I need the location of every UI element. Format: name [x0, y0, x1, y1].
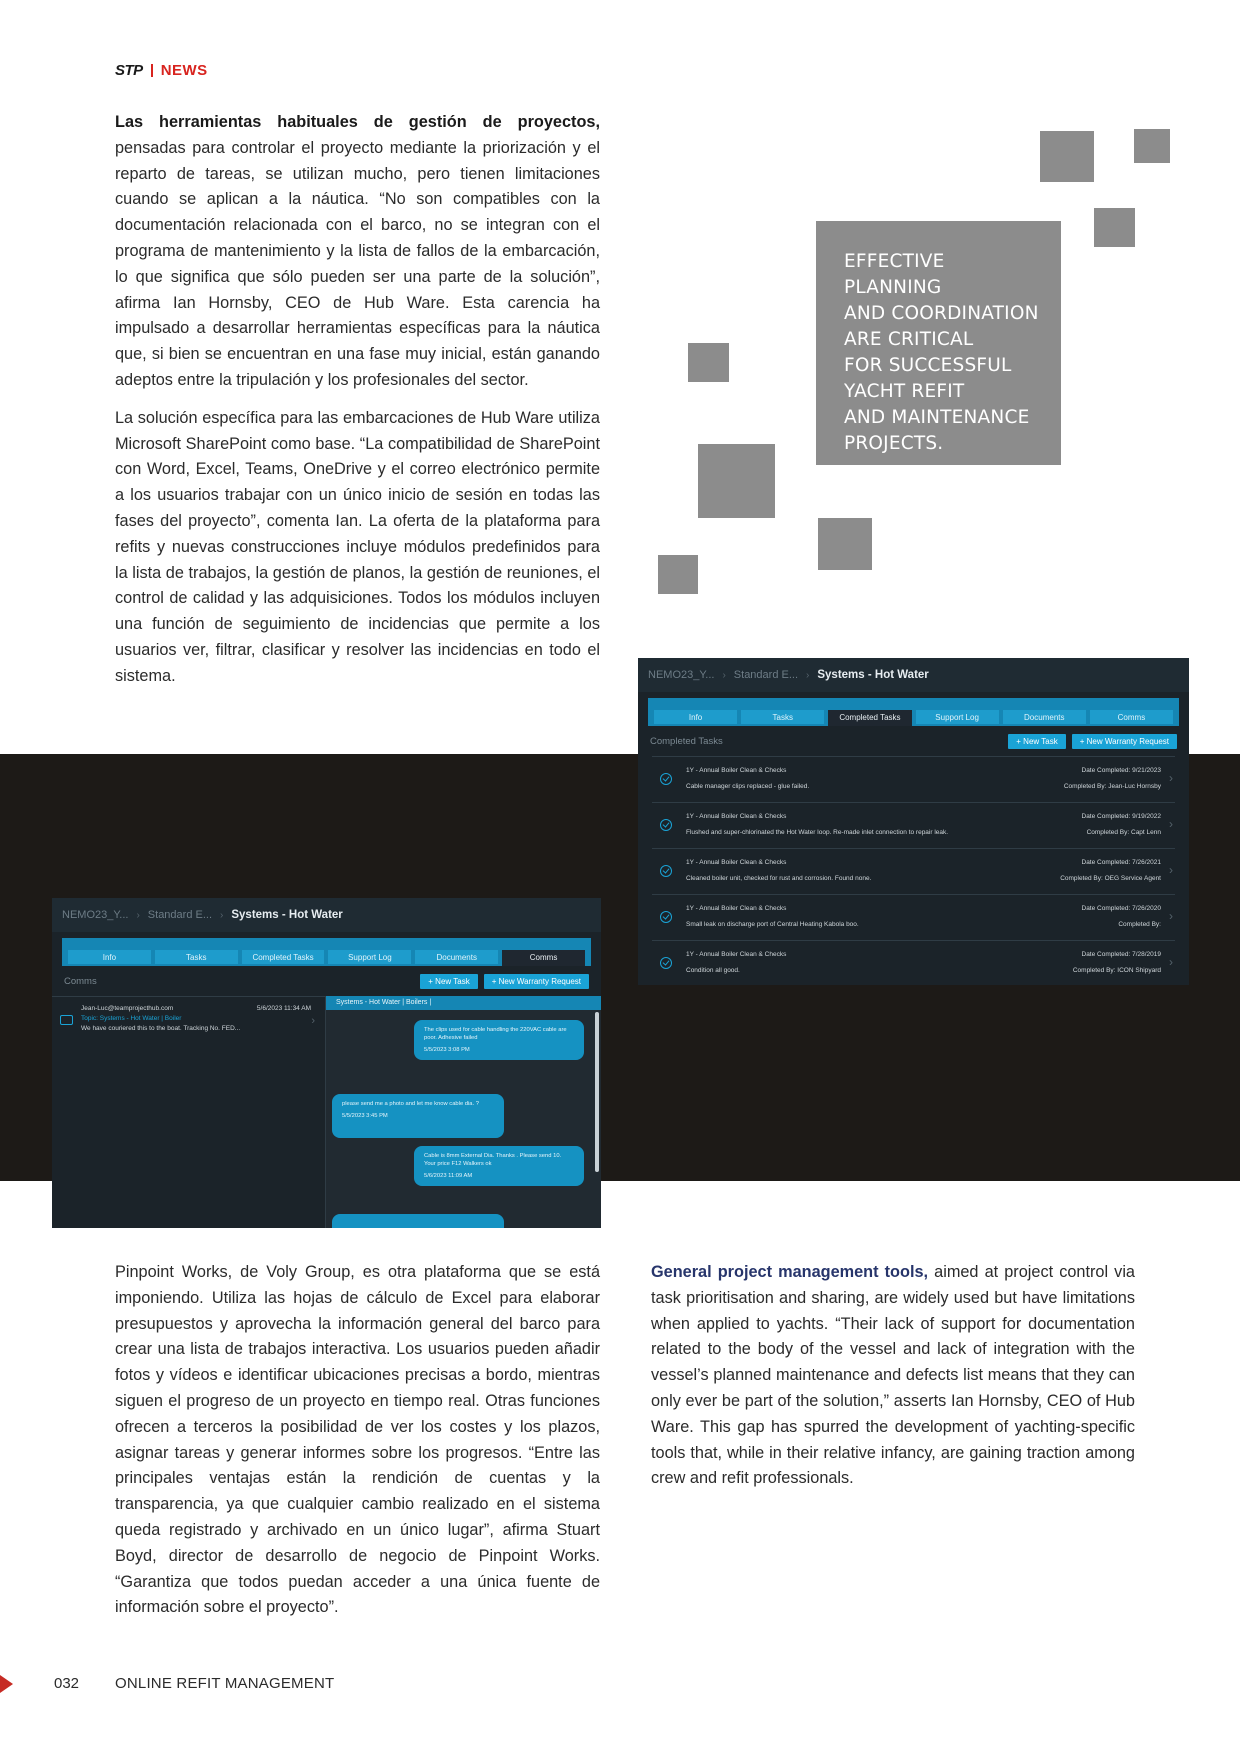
pull-quote-line: AND MAINTENANCE: [844, 407, 1030, 428]
pull-quote-line: ARE CRITICAL: [844, 329, 974, 350]
breadcrumb-item: Standard E...: [147, 909, 213, 921]
masthead-divider: [151, 64, 153, 77]
pull-quote-text: [844, 249, 1041, 457]
decorative-square: [818, 518, 872, 570]
breadcrumb-item: NEMO23_Y...: [62, 909, 129, 921]
chevron-right-icon: ›: [311, 1015, 315, 1027]
chat-bubble-partial: [332, 1214, 504, 1228]
task-completed-by: Completed By:: [1118, 921, 1161, 928]
breadcrumb-current: Systems - Hot Water: [231, 909, 343, 921]
task-main: [686, 767, 1021, 790]
tab-comms[interactable]: Comms: [502, 950, 585, 966]
task-main: [686, 859, 1021, 882]
task-meta: [1021, 767, 1161, 790]
screenshot-comms: [52, 898, 601, 1228]
task-completed-by: Completed By: Capt Lenn: [1086, 829, 1161, 836]
page-number: 032: [54, 1675, 80, 1692]
breadcrumb-item: Standard E...: [733, 669, 799, 681]
comms-date: 5/6/2023 11:34 AM: [256, 1005, 311, 1012]
chevron-right-icon: ›: [722, 669, 726, 681]
message-icon: [60, 1015, 73, 1025]
pull-quote: [816, 221, 1061, 465]
task-row[interactable]: [652, 756, 1175, 800]
pull-quote-line: FOR SUCCESSFUL: [844, 355, 1012, 376]
check-circle-icon: [660, 819, 672, 831]
bubble-text: please send me a photo and let me know cable dia. ?: [342, 1101, 479, 1107]
chevron-right-icon: ›: [1169, 909, 1173, 923]
tab-comms[interactable]: Comms: [1090, 710, 1173, 726]
task-date: Date Completed: 7/26/2020: [1081, 905, 1161, 912]
tab-documents[interactable]: Documents: [1003, 710, 1086, 726]
chevron-right-icon: ›: [1169, 771, 1173, 785]
pull-quote-line: PROJECTS.: [844, 433, 944, 454]
pull-quote-line: EFFECTIVE PLANNING: [844, 251, 945, 298]
decorative-square: [658, 555, 698, 594]
task-title: 1Y - Annual Boiler Clean & Checks: [686, 767, 787, 774]
thread-title: Systems - Hot Water | Boilers |: [326, 996, 601, 1010]
new-warranty-request-button[interactable]: + New Warranty Request: [484, 974, 589, 989]
task-row[interactable]: [652, 940, 1175, 984]
paragraph: [115, 110, 600, 394]
task-note: Condition all good.: [686, 967, 740, 974]
bubble-text: The clips used for cable handling the 220VAC cable are poor. Adhesive failed: [424, 1027, 567, 1041]
decorative-square: [688, 343, 729, 382]
masthead: [115, 62, 208, 79]
paragraph-text: pensadas para controlar el proyecto mediante la priorización y el reparto de tareas, se utilizan mucho, pero tienen limitaciones cuando se aplican a la náutica. “No son compatibles con la documentación relacionada con el barco, no se integran con el programa de mantenimiento y la lista de fallos de la embarcación, lo que significa que sólo pueden ser una parte de la solución”, afirma Ian Hornsby, CEO de Hub Ware. Esta carencia ha impulsado a desarrollar herramientas específicas para la náutica que, si bien se encuentran en una fase muy inicial, están ganando adeptos entre la tripulación y los profesionales del sector.: [115, 138, 600, 389]
bubble-time: 5/5/2023 3:08 PM: [424, 1047, 470, 1053]
scrollbar[interactable]: [595, 1012, 599, 1172]
chevron-right-icon: ›: [1169, 817, 1173, 831]
breadcrumb: [638, 658, 1189, 692]
comms-list-item[interactable]: [52, 996, 325, 1040]
tab-bar: [62, 938, 591, 966]
task-completed-by: Completed By: Jean-Luc Hornsby: [1063, 783, 1161, 790]
section-footer: ONLINE REFIT MANAGEMENT: [115, 1675, 335, 1692]
comms-body: [52, 996, 601, 1228]
pull-quote-line: YACHT REFIT: [844, 381, 965, 402]
task-date: Date Completed: 9/21/2023: [1081, 767, 1161, 774]
chat-bubble: [332, 1094, 504, 1138]
comms-list: [52, 996, 326, 1228]
task-note: Small leak on discharge port of Central Heating Kabola boo.: [686, 921, 859, 928]
task-row[interactable]: [652, 802, 1175, 846]
tab-bar: [648, 698, 1179, 726]
chevron-right-icon: ›: [1169, 955, 1173, 969]
task-title: 1Y - Annual Boiler Clean & Checks: [686, 905, 787, 912]
task-note: Cleaned boiler unit, checked for rust and corrosion. Found none.: [686, 875, 872, 882]
task-date: Date Completed: 9/19/2022: [1081, 813, 1161, 820]
task-title: 1Y - Annual Boiler Clean & Checks: [686, 813, 787, 820]
breadcrumb: [52, 898, 601, 932]
comms-topic: Topic: Systems - Hot Water | Boiler: [81, 1015, 182, 1022]
tab-info[interactable]: Info: [654, 710, 737, 726]
chevron-right-icon: ›: [806, 669, 810, 681]
arrow-right-icon: [0, 1675, 13, 1693]
toolbar: [52, 966, 601, 996]
task-completed-by: Completed By: ICON Shipyard: [1072, 967, 1161, 974]
tab-support-log[interactable]: Support Log: [916, 710, 999, 726]
task-main: [686, 813, 1021, 836]
task-meta: [1021, 951, 1161, 974]
lead-in: General project management tools,: [651, 1263, 929, 1281]
tab-tasks[interactable]: Tasks: [741, 710, 824, 726]
decorative-square: [1040, 131, 1094, 182]
new-task-button[interactable]: + New Task: [420, 974, 477, 989]
section-label: NEWS: [160, 62, 208, 79]
task-note: Cable manager clips replaced - glue failed.: [686, 783, 810, 790]
paragraph-text: aimed at project control via task prioritisation and sharing, are widely used but have limitations when applied to yachts. “Their lack of support for documentation related to the body of the vessel and lack of integration with the vessel’s planned maintenance and defects list means that they can only ever be part of the solution,” asserts Ian Hornsby, CEO of Hub Ware. This gap has spurred the development of yachting-specific tools that, while in their relative infancy, are gaining traction among crew and refit professionals.: [651, 1263, 1135, 1488]
pull-quote-line: AND COORDINATION: [844, 303, 1039, 324]
tab-completed-tasks[interactable]: Completed Tasks: [828, 710, 911, 726]
check-circle-icon: [660, 957, 672, 969]
task-main: [686, 905, 1021, 928]
comms-preview: We have couriered this to the boat. Tracking No. FED...: [81, 1025, 241, 1032]
tab-documents[interactable]: Documents: [415, 950, 498, 966]
list-title: Comms: [64, 975, 97, 987]
chevron-right-icon: ›: [220, 909, 224, 921]
list-title: Completed Tasks: [650, 735, 723, 747]
check-circle-icon: [660, 865, 672, 877]
stp-logo: STP: [115, 62, 143, 79]
task-meta: [1021, 813, 1161, 836]
toolbar: [638, 726, 1189, 756]
task-title: 1Y - Annual Boiler Clean & Checks: [686, 859, 787, 866]
paragraph: [651, 1260, 1135, 1492]
paragraph: Pinpoint Works, de Voly Group, es otra plataforma que se está imponiendo. Utiliza las hojas de cálculo de Excel para elaborar presupuestos y aprovecha la información general del barco para crear una lista de trabajos interactiva. Los usuarios pueden añadir fotos y vídeos e identificar ubicaciones precisas a bordo, mientras siguen el progreso de un proyecto en tiempo real. Otras funciones ofrecen a terceros la posibilidad de ver los costes y los plazos, asignar tareas y generar informes sobre los progresos. “Entre las principales ventajas están la rendición de cuentas y la transparencia, ya que cualquier cambio realizado en el sistema queda registrado y archivado en un único lugar”, afirma Stuart Boyd, director de desarrollo de negocio de Pinpoint Works. “Garantiza que todos puedan acceder a una única fuente de información sobre el proyecto”.: [115, 1263, 600, 1617]
breadcrumb-item: NEMO23_Y...: [648, 669, 715, 681]
task-completed-by: Completed By: OEG Service Agent: [1060, 875, 1161, 882]
tab-tasks[interactable]: Tasks: [155, 950, 238, 966]
tab-completed-tasks[interactable]: Completed Tasks: [242, 950, 325, 966]
task-title: 1Y - Annual Boiler Clean & Checks: [686, 951, 787, 958]
chevron-right-icon: ›: [1169, 863, 1173, 877]
decorative-square: [1094, 208, 1135, 247]
task-main: [686, 951, 1021, 974]
tab-support-log[interactable]: Support Log: [328, 950, 411, 966]
task-date: Date Completed: 7/26/2021: [1081, 859, 1161, 866]
new-warranty-request-button[interactable]: + New Warranty Request: [1072, 734, 1177, 749]
bubble-time: 5/5/2023 3:45 PM: [342, 1113, 388, 1119]
task-meta: [1021, 905, 1161, 928]
chat-bubble: [414, 1146, 584, 1186]
article-column-en: [651, 1260, 1135, 1504]
screenshot-completed-tasks: [638, 658, 1189, 985]
article-column-es-top: [115, 110, 600, 702]
decorative-square: [1134, 129, 1170, 163]
lead-in: Las herramientas habituales de gestión de proyectos,: [115, 113, 600, 131]
article-column-es-bottom: [115, 1260, 600, 1633]
paragraph: La solución específica para las embarcaciones de Hub Ware utiliza Microsoft SharePoint como base. “La compatibilidad de SharePoint con Word, Excel, Teams, OneDrive y el correo electrónico permite a los usuarios trabajar con un único inicio de sesión en todas las fases del proyecto”, comenta Ian. La oferta de la plataforma para refits y nuevas construcciones incluye módulos predefinidos para la lista de trabajos, la gestión de planos, la gestión de reuniones, el control de calidad y las adquisiciones. Todos los módulos incluyen una función de seguimiento de incidencias que permite a los usuarios ver, filtrar, clasificar y resolver las incidencias en todo el sistema.: [115, 408, 600, 685]
new-task-button[interactable]: + New Task: [1008, 734, 1065, 749]
breadcrumb-current: Systems - Hot Water: [817, 669, 929, 681]
check-circle-icon: [660, 773, 672, 785]
task-meta: [1021, 859, 1161, 882]
task-row[interactable]: [652, 894, 1175, 938]
decorative-square: [698, 444, 775, 518]
comms-sender: Jean-Luc@teamprojecthub.com: [81, 1005, 174, 1012]
chat-bubble: [414, 1020, 584, 1060]
task-note: Flushed and super-chlorinated the Hot Water loop. Re-made inlet connection to repair leak.: [686, 829, 949, 836]
bubble-text: Cable is 8mm External Dia. Thanks . Please send 10. Your price F12 Walkers ok: [424, 1153, 562, 1167]
bubble-time: 5/6/2023 11:09 AM: [424, 1173, 473, 1179]
comms-thread: [326, 996, 601, 1228]
tab-info[interactable]: Info: [68, 950, 151, 966]
task-date: Date Completed: 7/28/2019: [1081, 951, 1161, 958]
task-row[interactable]: [652, 848, 1175, 892]
check-circle-icon: [660, 911, 672, 923]
chevron-right-icon: ›: [136, 909, 140, 921]
